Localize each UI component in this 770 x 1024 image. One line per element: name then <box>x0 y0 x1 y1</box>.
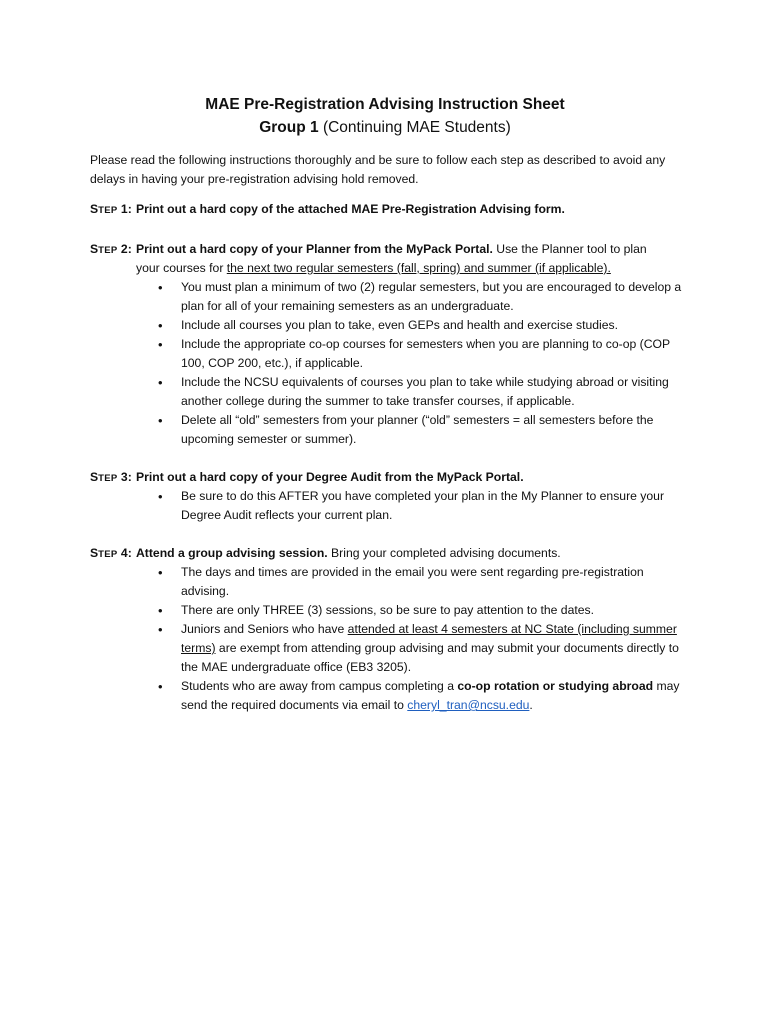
step-2-text: Print out a hard copy of your Planner from the MyPack Portal. Use the Planner tool to plan <box>136 242 647 256</box>
step-1 <box>90 200 690 219</box>
subtitle-group: Group 1 <box>259 119 319 136</box>
email-link[interactable]: cheryl_tran@ncsu.edu <box>407 698 530 712</box>
document-subtitle <box>0 117 770 139</box>
step-2 <box>90 240 690 449</box>
step-4-label: STEP 4: <box>90 546 132 560</box>
list-item: • Include all courses you plan to take, even GEPs and health and exercise studies. <box>90 316 690 335</box>
step-3-label: STEP 3: <box>90 470 132 484</box>
subtitle-description: (Continuing MAE Students) <box>318 119 511 136</box>
intro-paragraph: Please read the following instructions thoroughly and be sure to follow each step as described to avoid any delays in having your pre-registration advising hold removed. <box>90 153 666 186</box>
step-3-bullet-list <box>90 487 690 525</box>
list-item: • You must plan a minimum of two (2) regular semesters, but you are encouraged to develop a plan for all of your remaining semesters as an undergraduate. <box>90 278 690 316</box>
step-4-bullet-list <box>90 563 690 715</box>
step-2-label: STEP 2: <box>90 242 132 256</box>
list-item: • Students who are away from campus completing a co-op rotation or studying abroad may send the required documents via email to cheryl_tran@ncsu.edu. <box>90 677 690 715</box>
list-item: • Be sure to do this AFTER you have completed your plan in the My Planner to ensure your Degree Audit reflects your current plan. <box>90 487 690 525</box>
step-2-bullet-list <box>90 278 690 449</box>
list-item: • There are only THREE (3) sessions, so be sure to pay attention to the dates. <box>90 601 690 620</box>
list-item: • The days and times are provided in the email you were sent regarding pre-registration advising. <box>90 563 690 601</box>
step-4-text: Attend a group advising session. Bring your completed advising documents. <box>136 546 561 560</box>
list-item: • Include the appropriate co-op courses for semesters when you are planning to co-op (COP 100, COP 200, etc.), if applicable. <box>90 335 690 373</box>
list-item: • Delete all “old” semesters from your planner (“old” semesters = all semesters before the upcoming semester or summer). <box>90 411 690 449</box>
list-item: • Include the NCSU equivalents of courses you plan to take while studying abroad or visiting another college during the summer to take transfer courses, if applicable. <box>90 373 690 411</box>
step-3-text: Print out a hard copy of your Degree Audit from the MyPack Portal. <box>136 470 524 484</box>
step-2-continuation: your courses for the next two regular semesters (fall, spring) and summer (if applicable). <box>136 261 611 275</box>
step-1-text: Print out a hard copy of the attached MAE Pre-Registration Advising form. <box>136 202 565 216</box>
document-title: MAE Pre-Registration Advising Instruction Sheet <box>205 96 565 113</box>
step-1-label: STEP 1: <box>90 202 132 216</box>
list-item: • Juniors and Seniors who have attended at least 4 semesters at NC State (including summer terms) are exempt from attending group advising and may submit your documents directly to the MAE undergraduate office (EB3 3205). <box>90 620 690 677</box>
step-4 <box>90 544 690 715</box>
step-3 <box>90 468 690 525</box>
